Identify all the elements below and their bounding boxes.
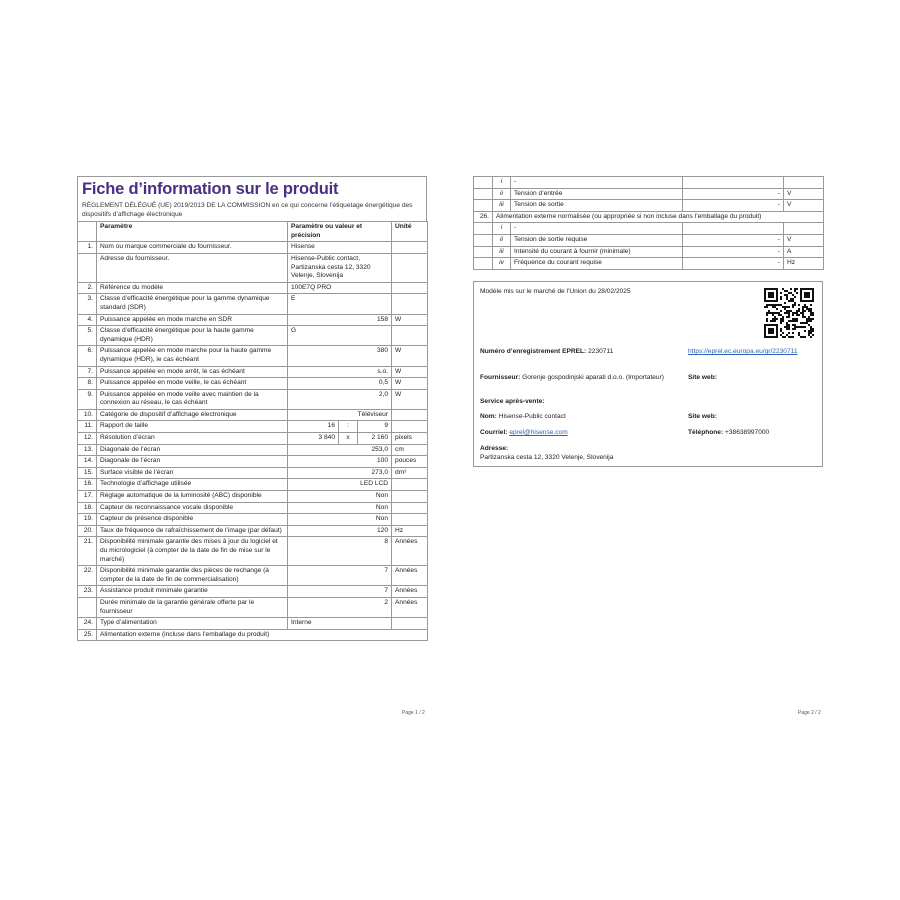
row-number-empty [474, 246, 493, 258]
header-unit: Unité [392, 222, 428, 242]
row-parameter: Diagonale de l’écran [97, 444, 288, 456]
market-text: Modèle mis sur le marché de l’Union du 28/02/2025 [480, 288, 631, 295]
row-value: 273,0 [288, 467, 392, 479]
row-number: 11. [78, 421, 97, 433]
row-parameter: Tension de sortie requise [511, 234, 683, 246]
row-value: 7 [288, 566, 392, 586]
row-unit: V [784, 188, 824, 200]
row-parameter: Fréquence du courant requise [511, 258, 683, 270]
table-row [78, 294, 428, 314]
row-unit: A [784, 246, 824, 258]
table-row [78, 597, 428, 617]
table-row [78, 456, 428, 468]
row-unit [392, 502, 428, 514]
table-row [78, 282, 428, 294]
row-value: - [683, 234, 784, 246]
row-value: 7 [288, 586, 392, 598]
row-parameter: Résolution d’écran [97, 433, 288, 445]
qr-code-icon[interactable] [764, 288, 814, 338]
table-row [78, 514, 428, 526]
row-number-empty [474, 188, 493, 200]
row-number: 12. [78, 433, 97, 445]
row-value: 2 [288, 597, 392, 617]
row-parameter: Puissance appelée en mode veille, le cas échéant [97, 378, 288, 390]
row-unit [392, 409, 428, 421]
row-number: 13. [78, 444, 97, 456]
row-unit [392, 479, 428, 491]
table-row [78, 479, 428, 491]
phone-label: Téléphone: [688, 429, 724, 436]
row-unit: W [392, 346, 428, 366]
table-row [474, 211, 824, 223]
row-value: LED LCD [288, 479, 392, 491]
row-number [78, 597, 97, 617]
row-value: - [683, 246, 784, 258]
header-parameter: Paramètre [97, 222, 288, 242]
row-parameter: Alimentation externe (incluse dans l’emballage du produit) [97, 629, 428, 641]
row-number: 22. [78, 566, 97, 586]
row-unit: Hz [784, 258, 824, 270]
phone-value: +38638997000 [725, 429, 770, 436]
row-unit: Années [392, 597, 428, 617]
row-unit [392, 326, 428, 346]
row-value-sep: x [339, 433, 358, 445]
row-unit: Années [392, 537, 428, 566]
row-number: 20. [78, 525, 97, 537]
table-row [78, 525, 428, 537]
row-number: 5. [78, 326, 97, 346]
row-value: Hisense [288, 242, 392, 254]
eprel-number: 2230711 [588, 348, 614, 355]
table-row [78, 566, 428, 586]
row-unit: W [392, 378, 428, 390]
row-unit [392, 421, 428, 433]
row-unit [392, 242, 428, 254]
row-value [683, 223, 784, 235]
table-row [78, 314, 428, 326]
row-number [78, 253, 97, 282]
row-value [683, 177, 784, 189]
table-row [474, 246, 824, 258]
table-row [78, 409, 428, 421]
table-row [78, 378, 428, 390]
row-index: iv [493, 258, 511, 270]
row-parameter: Catégorie de dispositif d’affichage électronique [97, 409, 288, 421]
power-supply-table [473, 176, 824, 270]
row-unit: W [392, 389, 428, 409]
row-parameter: Disponibilité minimale garantie des mises à jour du logiciel et du micrologiciel (à compter de la date de fin de mise sur le marché) [97, 537, 288, 566]
row-number: 25. [78, 629, 97, 641]
row-number: 10. [78, 409, 97, 421]
row-value: - [683, 200, 784, 212]
row-number: 17. [78, 491, 97, 503]
page-title: Fiche d’information sur le produit [82, 180, 339, 198]
row-unit: dm² [392, 467, 428, 479]
table-row [474, 223, 824, 235]
row-index: i [493, 223, 511, 235]
table-row [78, 421, 428, 433]
row-number: 23. [78, 586, 97, 598]
row-number: 2. [78, 282, 97, 294]
row-parameter: Technologie d’affichage utilisée [97, 479, 288, 491]
row-parameter: Durée minimale de la garantie générale offerte par le fournisseur [97, 597, 288, 617]
eprel-link[interactable]: https://eprel.ec.europa.eu/qr/2230711 [688, 348, 798, 355]
row-parameter: Nom ou marque commerciale du fournisseur. [97, 242, 288, 254]
regulation-subtitle: RÈGLEMENT DÉLÉGUÉ (UE) 2019/2013 DE LA COMMISSION en ce qui concerne l’étiquetage énergétique des dispositifs d’affichage électronique [82, 202, 413, 218]
row-value: 158 [288, 314, 392, 326]
row-parameter: Taux de fréquence de rafraîchissement de l’image (par défaut) [97, 525, 288, 537]
supplier-label: Fournisseur: [480, 374, 521, 381]
row-value: - [683, 258, 784, 270]
row-index: ii [493, 188, 511, 200]
table-row [78, 444, 428, 456]
table-row [78, 502, 428, 514]
row-parameter: Puissance appelée en mode veille avec maintien de la connexion au réseau, le cas échéant [97, 389, 288, 409]
table-row [474, 188, 824, 200]
table-header [78, 222, 428, 242]
row-index: ii [493, 234, 511, 246]
row-parameter: Rapport de taille [97, 421, 288, 433]
row-unit: Années [392, 566, 428, 586]
row-value-b: 9 [358, 421, 392, 433]
table-row [474, 234, 824, 246]
row-number: 8. [78, 378, 97, 390]
row-parameter: Surface visible de l’écran [97, 467, 288, 479]
eprel-label: Numéro d’enregistrement EPREL: [480, 348, 587, 355]
table-row [78, 433, 428, 445]
row-number: 19. [78, 514, 97, 526]
name-value: Hisense-Public contact [498, 413, 566, 420]
row-number: 4. [78, 314, 97, 326]
product-info-table [77, 221, 428, 641]
row-parameter: Intensité du courant à fournir (minimale) [511, 246, 683, 258]
table-row [474, 258, 824, 270]
supplier-value: Gorenje gospodinjski aparati d.o.o. (Importateur) [522, 374, 664, 381]
row-unit [392, 253, 428, 282]
table-row [78, 326, 428, 346]
row-parameter: - [511, 223, 683, 235]
row-value: s.o. [288, 366, 392, 378]
row-unit: cm [392, 444, 428, 456]
row-number: 3. [78, 294, 97, 314]
row-parameter: - [511, 177, 683, 189]
row-value: Interne [288, 618, 392, 630]
row-unit [784, 177, 824, 189]
table-row [78, 537, 428, 566]
row-parameter: Puissance appelée en mode marche en SDR [97, 314, 288, 326]
row-parameter: Puissance appelée en mode arrêt, le cas échéant [97, 366, 288, 378]
row-unit: V [784, 200, 824, 212]
row-value: G [288, 326, 392, 346]
row-unit: V [784, 234, 824, 246]
row-number: 18. [78, 502, 97, 514]
row-unit [392, 282, 428, 294]
row-index: iii [493, 246, 511, 258]
table-row [78, 366, 428, 378]
row-parameter: Alimentation externe normalisée (ou appropriée si non incluse dans l’emballage du produit) [493, 211, 824, 223]
row-number: 14. [78, 456, 97, 468]
row-number: 24. [78, 618, 97, 630]
row-parameter: Classe d’efficacité énergétique pour la gamme dynamique standard (SDR) [97, 294, 288, 314]
row-value: Téléviseur [288, 409, 392, 421]
row-number: 16. [78, 479, 97, 491]
row-value: 0,5 [288, 378, 392, 390]
page-number-2: Page 2 / 2 [798, 710, 821, 716]
row-unit: Hz [392, 525, 428, 537]
table-row [78, 629, 428, 641]
row-parameter: Référence du modèle [97, 282, 288, 294]
row-value: 8 [288, 537, 392, 566]
table-row [78, 618, 428, 630]
row-parameter: Capteur de reconnaissance vocale disponible [97, 502, 288, 514]
row-parameter: Adresse du fournisseur. [97, 253, 288, 282]
page-2 [473, 176, 823, 270]
row-index: iii [493, 200, 511, 212]
mail-label: Courriel: [480, 429, 508, 436]
row-value: Hisense-Public contact, Partizanska cesta 12, 3320 Velenje, Slovenija [288, 253, 392, 282]
row-value-sep: : [339, 421, 358, 433]
row-unit [784, 223, 824, 235]
row-number-empty [474, 177, 493, 189]
row-unit [392, 294, 428, 314]
row-number-empty [474, 223, 493, 235]
table-row [474, 200, 824, 212]
row-unit [392, 491, 428, 503]
row-value: Non [288, 514, 392, 526]
row-unit: pouces [392, 456, 428, 468]
row-number: 9. [78, 389, 97, 409]
address-value: Partizanska cesta 12, 3320 Velenje, Slovenija [480, 454, 614, 461]
row-number: 7. [78, 366, 97, 378]
page-number: Page 1 / 2 [402, 710, 425, 716]
row-number-empty [474, 258, 493, 270]
row-parameter: Réglage automatique de la luminosité (ABC) disponible [97, 491, 288, 503]
row-parameter: Puissance appelée en mode marche pour la haute gamme dynamique (HDR), le cas échéant [97, 346, 288, 366]
row-value-a: 16 [288, 421, 339, 433]
row-parameter: Assistance produit minimale garantie [97, 586, 288, 598]
site-web-label: Site web: [688, 374, 717, 381]
address-label: Adresse: [480, 445, 509, 452]
row-parameter: Tension de sortie [511, 200, 683, 212]
row-parameter: Type d’alimentation [97, 618, 288, 630]
row-unit: W [392, 314, 428, 326]
table-row [78, 389, 428, 409]
table-row [78, 491, 428, 503]
row-value-a: 3 840 [288, 433, 339, 445]
row-value: Non [288, 502, 392, 514]
title-box [77, 176, 427, 221]
row-unit: pixels [392, 433, 428, 445]
row-value: Non [288, 491, 392, 503]
row-number: 21. [78, 537, 97, 566]
row-value: 100 [288, 456, 392, 468]
row-number: 15. [78, 467, 97, 479]
site-web-label-2: Site web: [688, 413, 717, 420]
eprel-info-box [473, 281, 823, 467]
row-unit: Années [392, 586, 428, 598]
row-value: E [288, 294, 392, 314]
page-1 [77, 176, 427, 641]
row-unit [392, 514, 428, 526]
table-row [474, 177, 824, 189]
table-row [78, 253, 428, 282]
mail-link[interactable]: eprel@hisense.com [509, 429, 568, 436]
row-number-empty [474, 234, 493, 246]
row-value: 253,0 [288, 444, 392, 456]
row-value: 120 [288, 525, 392, 537]
row-value-b: 2 160 [358, 433, 392, 445]
row-value: 2,0 [288, 389, 392, 409]
row-parameter: Disponibilité minimale garantie des pièces de rechange (à compter de la date de fin de commercialisation) [97, 566, 288, 586]
row-index: i [493, 177, 511, 189]
row-number: 26. [474, 211, 493, 223]
row-parameter: Tension d’entrée [511, 188, 683, 200]
row-parameter: Diagonale de l’écran [97, 456, 288, 468]
row-value: 380 [288, 346, 392, 366]
row-unit [392, 618, 428, 630]
row-number: 6. [78, 346, 97, 366]
row-parameter: Classe d’efficacité énergétique pour la haute gamme dynamique (HDR) [97, 326, 288, 346]
service-label: Service après-vente: [480, 398, 545, 405]
row-value: - [683, 188, 784, 200]
header-value: Paramètre ou valeur et précision [288, 222, 392, 242]
row-number-empty [474, 200, 493, 212]
row-unit: W [392, 366, 428, 378]
table-row [78, 242, 428, 254]
row-value: 100E7Q PRO [288, 282, 392, 294]
table-row [78, 586, 428, 598]
name-label: Nom: [480, 413, 497, 420]
row-parameter: Capteur de présence disponible [97, 514, 288, 526]
table-row [78, 346, 428, 366]
row-number: 1. [78, 242, 97, 254]
table-row [78, 467, 428, 479]
